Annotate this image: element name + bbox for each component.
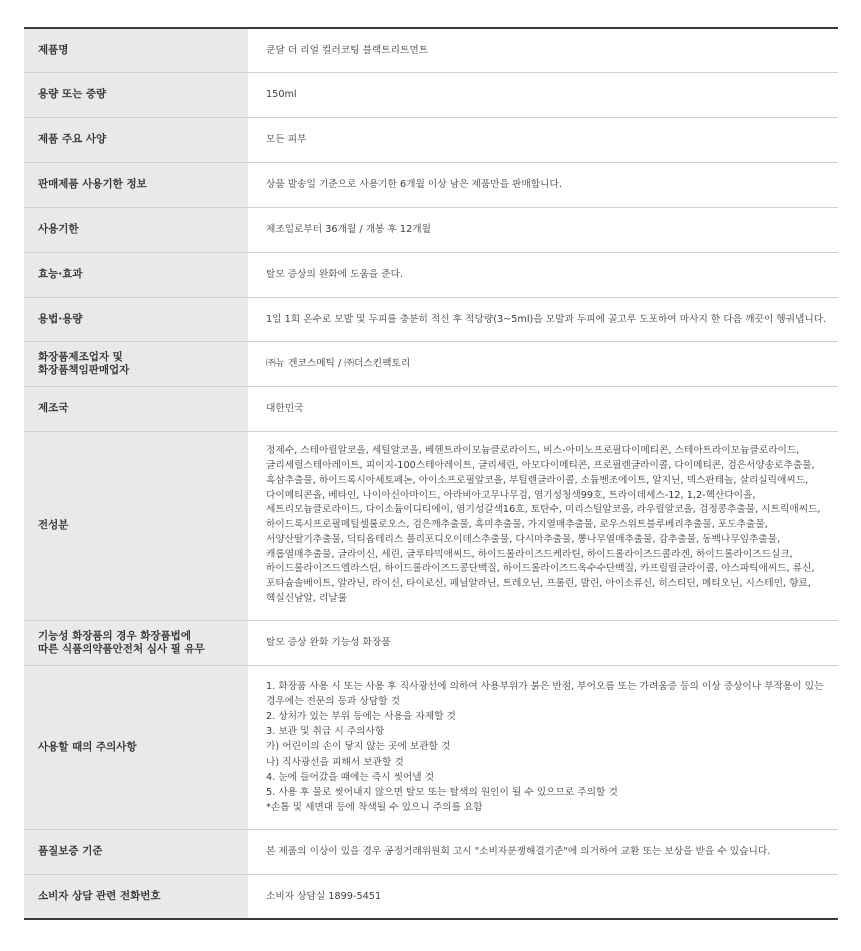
label-efficacy: 효능·효과 [24, 252, 248, 297]
label-country: 제조국 [24, 386, 248, 431]
label-ingredients: 전성분 [24, 431, 248, 620]
value-manufacturer: ㈜뉴 겐코스메틱 / ㈜더스킨팩토리 [266, 358, 411, 369]
value-usage: 1일 1회 온수로 모발 및 두피를 충분히 적신 후 적당량(3~5ml)을 모발과 두피에 골고루 도포하여 마사지 한 다음 깨끗이 헹궈냅니다. [266, 313, 827, 325]
label-functional-review: 기능성 화장품의 경우 화장품법에 따른 식품의약품안전처 심사 필 유무 [24, 620, 248, 665]
value-ingredients-cell [248, 431, 838, 620]
label-expiry: 사용기한 [24, 207, 248, 252]
value-functional-review: 탈모 증상 완화 기능성 화장품 [266, 637, 391, 648]
row-quality-guarantee [24, 829, 838, 874]
label-product-name: 제품명 [24, 28, 248, 72]
row-product-name [24, 28, 838, 72]
label-manufacturer: 화장품제조업자 및 화장품책임판매업자 [24, 341, 248, 386]
label-main-spec: 제품 주요 사양 [24, 117, 248, 162]
row-usage [24, 297, 838, 341]
value-volume: 150ml [266, 89, 297, 100]
label-volume: 용량 또는 중량 [24, 72, 248, 117]
value-efficacy: 탈모 증상의 완화에 도움을 준다. [266, 269, 404, 280]
value-expiry: 제조일로부터 36개월 / 개봉 후 12개월 [266, 224, 431, 235]
row-precautions [24, 665, 838, 829]
value-country: 대한민국 [266, 403, 304, 414]
row-main-spec [24, 117, 838, 162]
label-quality-guarantee: 품질보증 기준 [24, 829, 248, 874]
label-precautions: 사용할 때의 주의사항 [24, 665, 248, 829]
row-country [24, 386, 838, 431]
row-ingredients [24, 431, 838, 620]
value-consumer-phone: 소비자 상담실 1899-5451 [266, 890, 382, 902]
row-volume [24, 72, 838, 117]
row-consumer-phone [24, 874, 838, 919]
value-precautions-cell [248, 665, 838, 829]
row-expiry-info [24, 162, 838, 207]
label-usage: 용법·용량 [24, 297, 248, 341]
value-product-name: 쿤달 더 리얼 컬러코팅 블랙트리트먼트 [266, 44, 429, 56]
label-expiry-info: 판매제품 사용기한 정보 [24, 162, 248, 207]
value-precautions: 1. 화장품 사용 시 또는 사용 후 직사광선에 의하여 사용부위가 붉은 반점, 부어오름 또는 가려움증 등의 이상 증상이나 부작용이 있는 경우에는 전문의 등과 상담할 것 2. 상처가 있는 부위 등에는 사용을 자제할 것 3. 보관 및 취급 시 주의사항 가) 어린이의 손이 닿지 않는 곳에 보관할 것 나) 직사광선을 피해서 보관할 것 4. 눈에 들어갔을 때에는 즉시 씻어낼 것 5. 사용 후 물로 씻어내지 않으면 탈모 또는 탈색의 원인이 될 수 있으므로 주의할 것 *손톱 및 세면대 등에 착색될 수 있으니 주의를 요함 [266, 681, 824, 813]
value-expiry-info: 상품 발송일 기준으로 사용기한 6개월 이상 남은 제품만을 판매합니다. [266, 179, 562, 190]
row-efficacy [24, 252, 838, 297]
label-consumer-phone: 소비자 상담 관련 전화번호 [24, 874, 248, 919]
row-functional-review [24, 620, 838, 665]
value-ingredients: 정제수, 스테아릴알코올, 세틸알코올, 베헨트라이모늄클로라이드, 비스-아미노프로필다이메티콘, 스테아트라이모늄클로라이드, 글리세릴스테아레이트, 피이지-100스테아레이트, 글리세린, 아모다이메티콘, 프로필렌글라이콜, 다이메티콘, 검은서양송로추출물, 흑삼추출물, 하이드록시아세토페논, 아이소프로필알코올, 부틸렌글라이콜, 소듐벤조에이트, 알지닌, 덱스판테놀, 살리실릭애씨드, 다이메티콘올, 베타인, 나이아신아마이드, 아라비아고무나무검, 염기성청색99호, 트라이데세스-12, 1,2-헥산다이올, 세트리모늄클로라이드, 다이소듐이디티에이, 염기성갈색16호, 토탄수, 미리스틸알코올, 라우릴알코올, 검정콩추출물, 시트릭애씨드, 하이드록시프로필메틸셀룰로오스, 검은깨추출물, 흑미추출물, 가지열매추출물, 로우스위트블루베리추출물, 포도추출물, 서양산딸기추출물, 딕티옵테리스 폴리포디오이데스추출물, 다시마추출물, 뽕나무열매추출물, 감추출물, 동백나무잎추출물, 캐롭열매추출물, 글라이신, 세린, 글루타믹애씨드, 하이드롤라이즈드케라틴, 하이드롤라이즈드콜라겐, 하이드롤라이즈드실크, 하이드롤라이즈드엘라스틴, 하이드롤라이즈드콩단백질, 하이드롤라이즈드옥수수단백질, 카프릴릴글라이콜, 아스파틱애씨드, 류신, 포타슘솔베이트, 알라닌, 라이신, 타이로신, 페닐알라닌, 트레오닌, 프롤린, 발린, 아이소류신, 히스티딘, 메티오닌, 시스테인, 향료, 헥실신남알, 리날룰 [266, 445, 821, 605]
row-expiry [24, 207, 838, 252]
product-info-table [24, 27, 838, 920]
value-quality-guarantee: 본 제품의 이상이 있을 경우 공정거래위원회 고시 "소비자분쟁해결기준"에 의거하여 교환 또는 보상을 받을 수 있습니다. [266, 846, 771, 857]
row-manufacturer [24, 341, 838, 386]
value-main-spec: 모든 피부 [266, 134, 307, 145]
